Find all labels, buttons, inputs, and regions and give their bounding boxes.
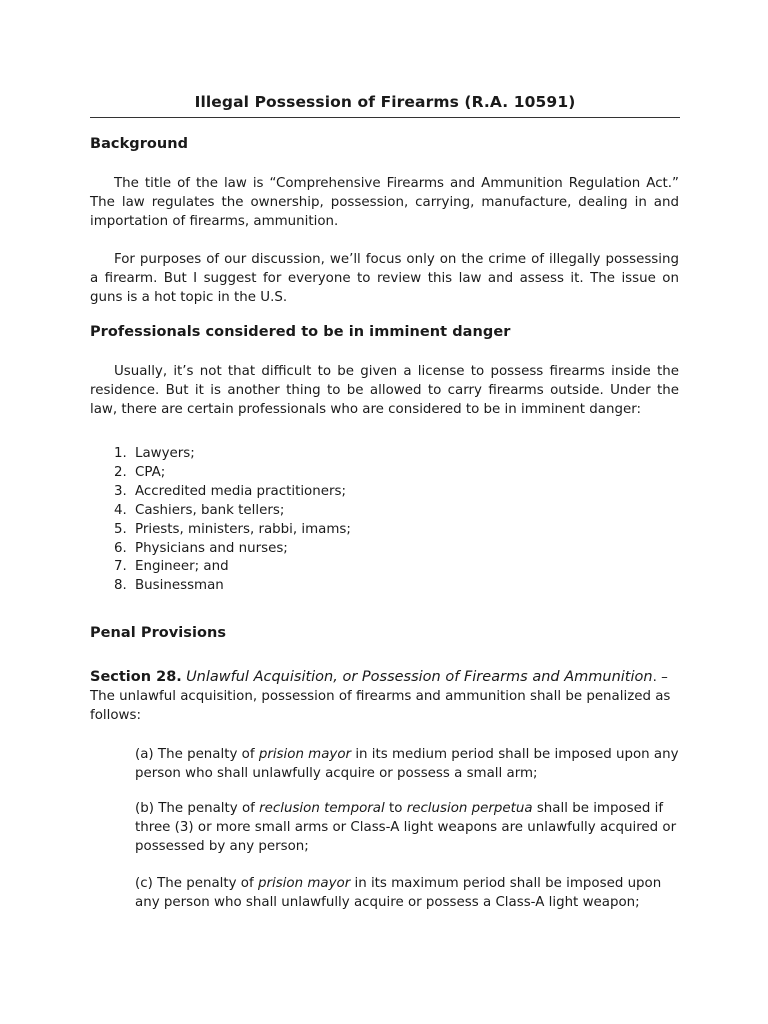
background-paragraph-2: For purposes of our discussion, we’ll focus only on the crime of illegally possessing a firearm. But I suggest for everyone to review this law and assess it. The issue on guns is a hot topic in the U.S. [90, 252, 679, 305]
section-label: Section 28. [90, 669, 182, 685]
provision-b-mid: to [384, 801, 407, 816]
provision-c-suffix: in its maximum period shall be imposed upon any person who shall unlawfully acquire or possess a Class-A light weapon; [135, 876, 662, 910]
provision-c [135, 874, 680, 912]
list-item-number: 3. [114, 483, 127, 499]
provision-b [135, 799, 680, 856]
list-item [114, 483, 351, 502]
list-item [114, 445, 351, 464]
list-item-number: 5. [114, 521, 127, 537]
list-item-number: 1. [114, 446, 127, 461]
background-paragraph-1: The title of the law is “Comprehensive Firearms and Ammunition Regulation Act.” The law regulates the ownership, possession, carrying, manufacture, dealing in and importation of firearms, ammunition. [90, 176, 679, 229]
provision-b-term-2: reclusion perpetua [406, 801, 533, 816]
section-28-paragraph [90, 668, 680, 725]
list-item-number: 7. [114, 559, 127, 575]
provision-b-term-1: reclusion temporal [259, 801, 385, 816]
list-item-text: Lawyers; [135, 446, 195, 461]
heading-penal-provisions: Penal Provisions [90, 625, 227, 641]
document-title: Illegal Possession of Firearms (R.A. 10591) [194, 93, 576, 111]
list-item-number: 8. [114, 578, 127, 594]
list-item-text: Physicians and nurses; [135, 540, 288, 556]
provision-a-term: prision mayor [258, 747, 352, 762]
list-item-text: Priests, ministers, rabbi, imams; [135, 521, 351, 537]
list-item-number: 2. [114, 464, 127, 480]
section-intro: . – The unlawful acquisition, possession of firearms and ammunition shall be penalized as follows: [90, 670, 671, 723]
list-item [114, 540, 351, 559]
list-item-text: Engineer; and [135, 559, 229, 575]
list-item [114, 577, 351, 596]
list-item-number: 6. [114, 540, 127, 556]
professionals-paragraph: Usually, it’s not that difficult to be given a license to possess firearms inside the residence. But it is another thing to be allowed to carry firearms outside. Under the law, there are certain professionals who are considered to be in imminent danger: [90, 364, 679, 417]
section-title: Unlawful Acquisition, or Possession of Firearms and Ammunition [186, 669, 653, 685]
professionals-list [114, 445, 351, 596]
provision-b-prefix: (b) The penalty of [135, 801, 260, 816]
provision-c-term: prision mayor [257, 876, 351, 891]
provision-b-suffix: shall be imposed if three (3) or more small arms or Class-A light weapons are unlawfully acquired or possessed by any person; [135, 801, 677, 854]
list-item [114, 558, 351, 577]
list-item-text: Cashiers, bank tellers; [135, 502, 285, 518]
title-underline [90, 117, 680, 118]
heading-background: Background [90, 136, 189, 152]
list-item-text: Businessman [135, 578, 224, 594]
provision-a [135, 745, 680, 783]
list-item [114, 502, 351, 521]
list-item [114, 521, 351, 540]
provision-c-prefix: (c) The penalty of [135, 876, 258, 891]
list-item-text: CPA; [135, 464, 166, 480]
list-item [114, 464, 351, 483]
provision-a-suffix: in its medium period shall be imposed upon any person who shall unlawfully acquire or possess a small arm; [135, 747, 679, 781]
heading-professionals: Professionals considered to be in imminent danger [90, 324, 511, 340]
provision-a-prefix: (a) The penalty of [135, 747, 259, 762]
list-item-text: Accredited media practitioners; [135, 483, 346, 499]
list-item-number: 4. [114, 502, 127, 518]
